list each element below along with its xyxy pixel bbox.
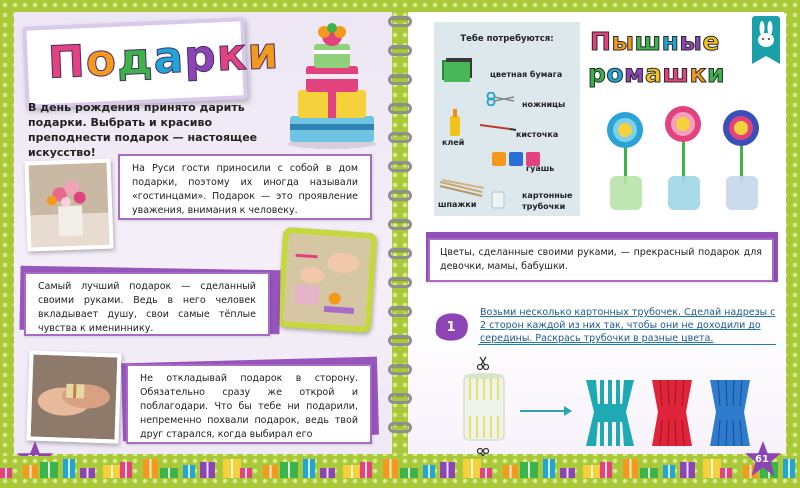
headline-letter: ш xyxy=(662,59,690,88)
spiral-ring xyxy=(388,277,412,288)
spiral-ring xyxy=(388,74,412,85)
gift-ribbon xyxy=(447,462,449,478)
gift-cake-illustration xyxy=(284,20,380,150)
spiral-ring xyxy=(388,132,412,143)
spiral-binding xyxy=(386,10,414,450)
painted-tube-blue xyxy=(706,378,754,448)
supply-scissors: ножницы xyxy=(522,100,566,109)
spiral-ring xyxy=(388,306,412,317)
gift-ribbon xyxy=(471,459,473,478)
supply-colored-paper: цветная бумага xyxy=(490,70,563,79)
headline-letter: к xyxy=(689,59,707,88)
skewers-icon xyxy=(438,178,486,198)
title-letter: и xyxy=(246,27,281,81)
gift-ribbon xyxy=(687,462,689,478)
title-letter: к xyxy=(215,29,249,82)
flowers-gift-photo xyxy=(24,159,113,252)
gift-ribbon xyxy=(428,465,430,478)
spiral-ring xyxy=(388,335,412,346)
headline-letter: ы xyxy=(679,27,703,56)
title-letter: а xyxy=(152,31,186,85)
cardboard-tube-with-cuts xyxy=(462,372,506,444)
hands-holding-gift-photo xyxy=(26,350,121,443)
box2-text: Самый лучший подарок — сделанный своими руками. Ведь в него человек вкладывает душу, свои самые тёплые чувства к имениннику. xyxy=(38,281,256,334)
supplies-heading: Тебе потребуются: xyxy=(460,34,554,44)
box1-text: На Руси гости приносили с собой в дом подарки, поэтому их иногда называли «гостинцами». Подарок — это проявление уважения, внимания к человеку. xyxy=(132,163,358,216)
scissors-icon xyxy=(477,356,489,370)
headline-letter: е xyxy=(702,27,720,56)
gift-ribbon xyxy=(327,468,329,478)
gift-ribbon xyxy=(788,459,790,478)
supply-brush: кисточка xyxy=(516,130,559,139)
supply-glue: клей xyxy=(442,138,465,147)
spiral-ring xyxy=(388,393,412,404)
painted-tube-teal xyxy=(582,378,638,448)
gift-ribbon xyxy=(351,465,353,478)
spiral-ring xyxy=(388,219,412,230)
gift-ribbon xyxy=(485,468,487,478)
headline-letter: а xyxy=(645,59,663,88)
headline-letter: и xyxy=(706,59,725,88)
gift-ribbon xyxy=(408,468,410,478)
step-instructions: Возьми несколько картонных трубочек. Сделай надрезы с 2 сторон каждой из них так, чтобы они не доходили до середины. Раскрась трубочки в разные цвета. xyxy=(480,307,776,344)
page-title xyxy=(47,28,281,89)
gift-ribbon xyxy=(308,459,310,478)
gift-ribbon xyxy=(111,465,113,478)
bookmark-ribbon xyxy=(752,16,780,56)
headline-letter: ш xyxy=(634,27,662,56)
intro-paragraph: В день рождения принято дарить подарки. Выбрать и красиво преподнести подарок — настоящее искусство! xyxy=(28,101,258,159)
spiral-ring xyxy=(388,161,412,172)
headline-letter: м xyxy=(624,59,646,88)
spiral-ring xyxy=(388,190,412,201)
title-letter: о xyxy=(84,34,119,88)
headline-letter: П xyxy=(590,27,612,56)
gift-ribbon xyxy=(510,465,512,478)
finished-flowers-illustration xyxy=(596,98,782,216)
step-number-badge xyxy=(432,310,470,342)
brush-icon xyxy=(478,122,518,132)
gift-ribbon xyxy=(605,462,607,478)
bunny-icon xyxy=(752,20,780,52)
gift-ribbon xyxy=(48,462,50,478)
text-box-dont-postpone xyxy=(126,364,372,444)
gift-ribbon xyxy=(87,468,89,478)
headline-line-2 xyxy=(588,58,725,90)
arrow-icon xyxy=(520,410,568,412)
description-text: Цветы, сделанные своими руками, — прекрасный подарок для девочки, мамы, бабушки. xyxy=(440,247,762,272)
gift-ribbon xyxy=(188,465,190,478)
description-box xyxy=(428,238,774,282)
spiral-ring xyxy=(388,45,412,56)
spiral-ring xyxy=(388,16,412,27)
gift-ribbon xyxy=(591,465,593,478)
box3-text: Не откладывай подарок в сторону. Обязательно сразу же открой и поблагодари. Что бы тебе ни подарили, непременно похвали подарок, ведь твой друг старался, когда выбирал его xyxy=(140,373,358,440)
title-letter: П xyxy=(46,36,87,89)
title-letter: д xyxy=(115,33,155,86)
scissors-icon xyxy=(486,92,516,106)
supply-skewers: шпажки xyxy=(438,200,477,209)
gifts-border-illustration xyxy=(0,452,800,478)
spiral-ring xyxy=(388,248,412,259)
supply-cardboard-tubes: картонные трубочки xyxy=(522,191,573,211)
gift-ribbon xyxy=(231,459,233,478)
gift-ribbon xyxy=(390,459,392,478)
craft-headline xyxy=(590,26,725,90)
gift-ribbon xyxy=(567,468,569,478)
text-box-rus-guests xyxy=(118,154,372,220)
gift-ribbon xyxy=(630,459,632,478)
gift-ribbon xyxy=(711,459,713,478)
spiral-ring xyxy=(388,422,412,433)
gift-ribbon xyxy=(30,465,32,478)
gift-ribbon xyxy=(668,465,670,478)
gift-ribbon xyxy=(168,468,170,478)
supplies-panel xyxy=(434,22,580,216)
headline-line-1 xyxy=(590,26,725,58)
handmade-gift-photo xyxy=(277,227,378,333)
headline-letter: р xyxy=(588,59,607,88)
painted-tube-red xyxy=(648,378,696,448)
spiral-ring xyxy=(388,364,412,375)
gift-ribbon xyxy=(5,468,7,478)
gift-ribbon xyxy=(150,459,152,478)
headline-letter: н xyxy=(661,27,680,56)
glue-icon xyxy=(448,108,462,138)
gift-ribbon xyxy=(68,459,70,478)
text-box-best-gift xyxy=(24,272,270,336)
gift-ribbon xyxy=(125,462,127,478)
gift-ribbon xyxy=(548,459,550,478)
cardboard-tubes-icon xyxy=(490,190,506,210)
headline-letter: о xyxy=(606,59,625,88)
gift-ribbon xyxy=(207,462,209,478)
gift-ribbon xyxy=(648,468,650,478)
gift-ribbon xyxy=(270,465,272,478)
supply-gouache: гуашь xyxy=(526,164,555,173)
gift-ribbon xyxy=(365,462,367,478)
spiral-ring xyxy=(388,103,412,114)
gift-ribbon xyxy=(288,462,290,478)
page-number-badge-right xyxy=(744,440,782,478)
step-number: 1 xyxy=(446,320,456,335)
gift-ribbon xyxy=(245,468,247,478)
gift-ribbon xyxy=(528,462,530,478)
title-card xyxy=(22,17,281,109)
headline-letter: ы xyxy=(611,27,635,56)
page-number-right: 61 xyxy=(755,454,769,465)
step-underline xyxy=(478,344,776,345)
colored-paper-icon xyxy=(440,56,476,84)
gift-ribbon xyxy=(725,468,727,478)
title-letter: р xyxy=(183,30,218,83)
